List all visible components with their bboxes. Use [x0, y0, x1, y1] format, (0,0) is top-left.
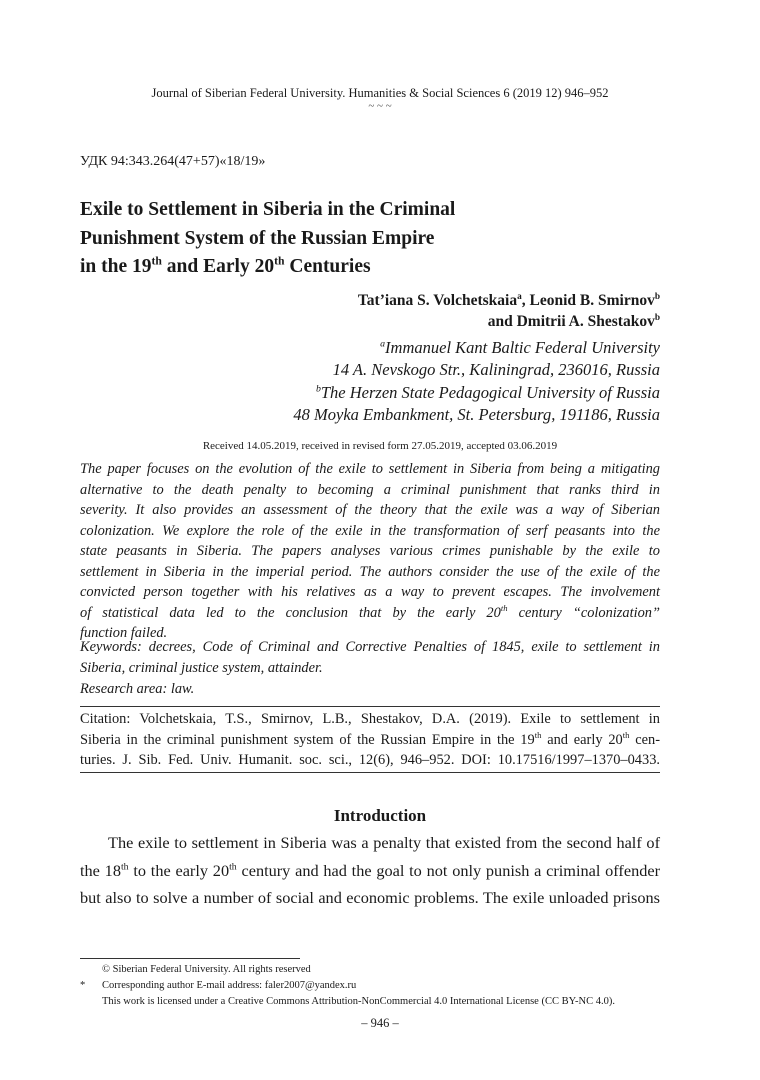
abstract-line [80, 603, 660, 624]
sup: th [622, 729, 630, 740]
divider [80, 772, 660, 773]
abstract-line: colonization. We explore the role of the exile in the transformation of serf peasants into the [80, 522, 660, 539]
sup: th [151, 254, 162, 268]
affiliation-address: 48 Moyka Embankment, St. Petersburg, 191186, Russia [293, 404, 660, 424]
keywords-line: Siberia, criminal justice system, attainder. [80, 659, 323, 676]
keywords [80, 637, 660, 678]
affiliation-address: 14 A. Nevskogo Str., Kaliningrad, 236016, Russia [332, 360, 660, 380]
article-title [80, 196, 455, 282]
sup: th [534, 729, 542, 740]
affiliation: The Herzen State Pedagogical University of Russia [320, 382, 660, 402]
research-area: Research area: law. [80, 681, 195, 697]
affiliation: Immanuel Kant Baltic Federal University [385, 338, 660, 357]
section-heading: Introduction [333, 806, 427, 825]
keywords-line: Keywords: decrees, Code of Criminal and Corrective Penalties of 1845, exile to settlement in [80, 639, 660, 655]
abstract-line: severity. It also provides an assessment of the theory that the exile was a way of Siberian [80, 502, 660, 518]
asterisk: * [80, 980, 86, 991]
text: to the early 20 [128, 860, 230, 880]
text: and early 20 [541, 731, 623, 748]
footnotes [80, 962, 615, 1010]
citation-line: Citation: Volchetskaia, T.S., Smirnov, L.B., Shestakov, D.A. (2019). Exile to settlement in [80, 711, 660, 727]
affiliations [293, 337, 660, 426]
text: cen- [629, 731, 660, 748]
footnote: This work is licensed under a Creative Commons Attribution-NonCommercial 4.0 International License (CC BY-NC 4.0). [102, 996, 615, 1007]
sup: b [654, 312, 660, 323]
sup: b [315, 383, 321, 395]
citation-line: turies. J. Sib. Fed. Univ. Humanit. soc. sci., 12(6), 946–952. DOI: 10.17516/1997–1370–0433. [80, 752, 660, 768]
sup: th [229, 861, 237, 873]
body-text [80, 829, 660, 912]
abstract-line: alternative to the death penalty to becoming a criminal punishment that ranks third in [80, 481, 660, 498]
body-line: but also to solve a number of social and economic problems. The exile unloaded prisons [80, 888, 660, 907]
abstract-line: state peasants in Siberia. The papers analyses various crimes punishable by the exile to [80, 543, 660, 559]
footnote: © Siberian Federal University. All rights reserved [102, 964, 311, 975]
text: century and had the goal to not only punish a criminal offender [236, 860, 661, 880]
abstract-line: The paper focuses on the evolution of the exile to settlement in Siberia from being a mitigating [80, 461, 660, 477]
separator: ~ ~ ~ [368, 100, 392, 112]
footnote [80, 978, 615, 994]
sep: , [521, 292, 530, 309]
received-dates: Received 14.05.2019, received in revised form 27.05.2019, accepted 03.06.2019 [202, 440, 558, 452]
sup: th [120, 861, 129, 873]
sup: a [380, 338, 386, 350]
title-text: in the 19 [80, 256, 152, 277]
footnote-rule [80, 958, 300, 959]
journal-header: Journal of Siberian Federal University. Humanities & Social Sciences 6 (2019 12) 946–952 [151, 86, 609, 100]
author-name: and Dmitrii A. Shestakov [487, 313, 655, 330]
text: the 18 [80, 860, 121, 880]
authors [358, 290, 660, 332]
sup: th [500, 602, 508, 613]
text: Siberia in the criminal punishment system of the Russian Empire in the 19 [80, 731, 535, 748]
sup: b [654, 291, 660, 302]
citation-line [80, 730, 660, 751]
author-name: Leonid B. Smirnov [529, 292, 655, 309]
abstract-line: settlement in Siberia in the imperial period. The authors consider the use of the exile of the [80, 563, 660, 580]
title-text: and Early 20 [161, 256, 275, 277]
sup: a [517, 291, 522, 302]
page-number: – 946 – [361, 1016, 399, 1030]
body-line [80, 857, 660, 885]
title-text: Centuries [284, 256, 371, 277]
abstract-line: function failed. [80, 625, 168, 641]
text: Corresponding author E-mail address: faler2007@yandex.ru [102, 980, 357, 991]
text: of statistical data led to the conclusion that by the early 20 [80, 604, 501, 621]
divider [80, 706, 660, 707]
title-line [80, 253, 455, 282]
author-name: Tat’iana S. Volchetskaia [357, 292, 518, 309]
body-line: The exile to settlement in Siberia was a penalty that existed from the second half of [108, 833, 660, 852]
citation [80, 709, 660, 771]
abstract [80, 459, 660, 644]
abstract-line: convicted person together with his relatives as a way to prevent escapes. The involvement [80, 584, 660, 600]
title-line: Punishment System of the Russian Empire [80, 227, 435, 249]
sup: th [274, 254, 285, 268]
udk-code: УДК 94:343.264(47+57)«18/19» [80, 154, 266, 169]
title-line: Exile to Settlement in Siberia in the Criminal [80, 199, 456, 220]
text: century “colonization” [507, 604, 660, 621]
